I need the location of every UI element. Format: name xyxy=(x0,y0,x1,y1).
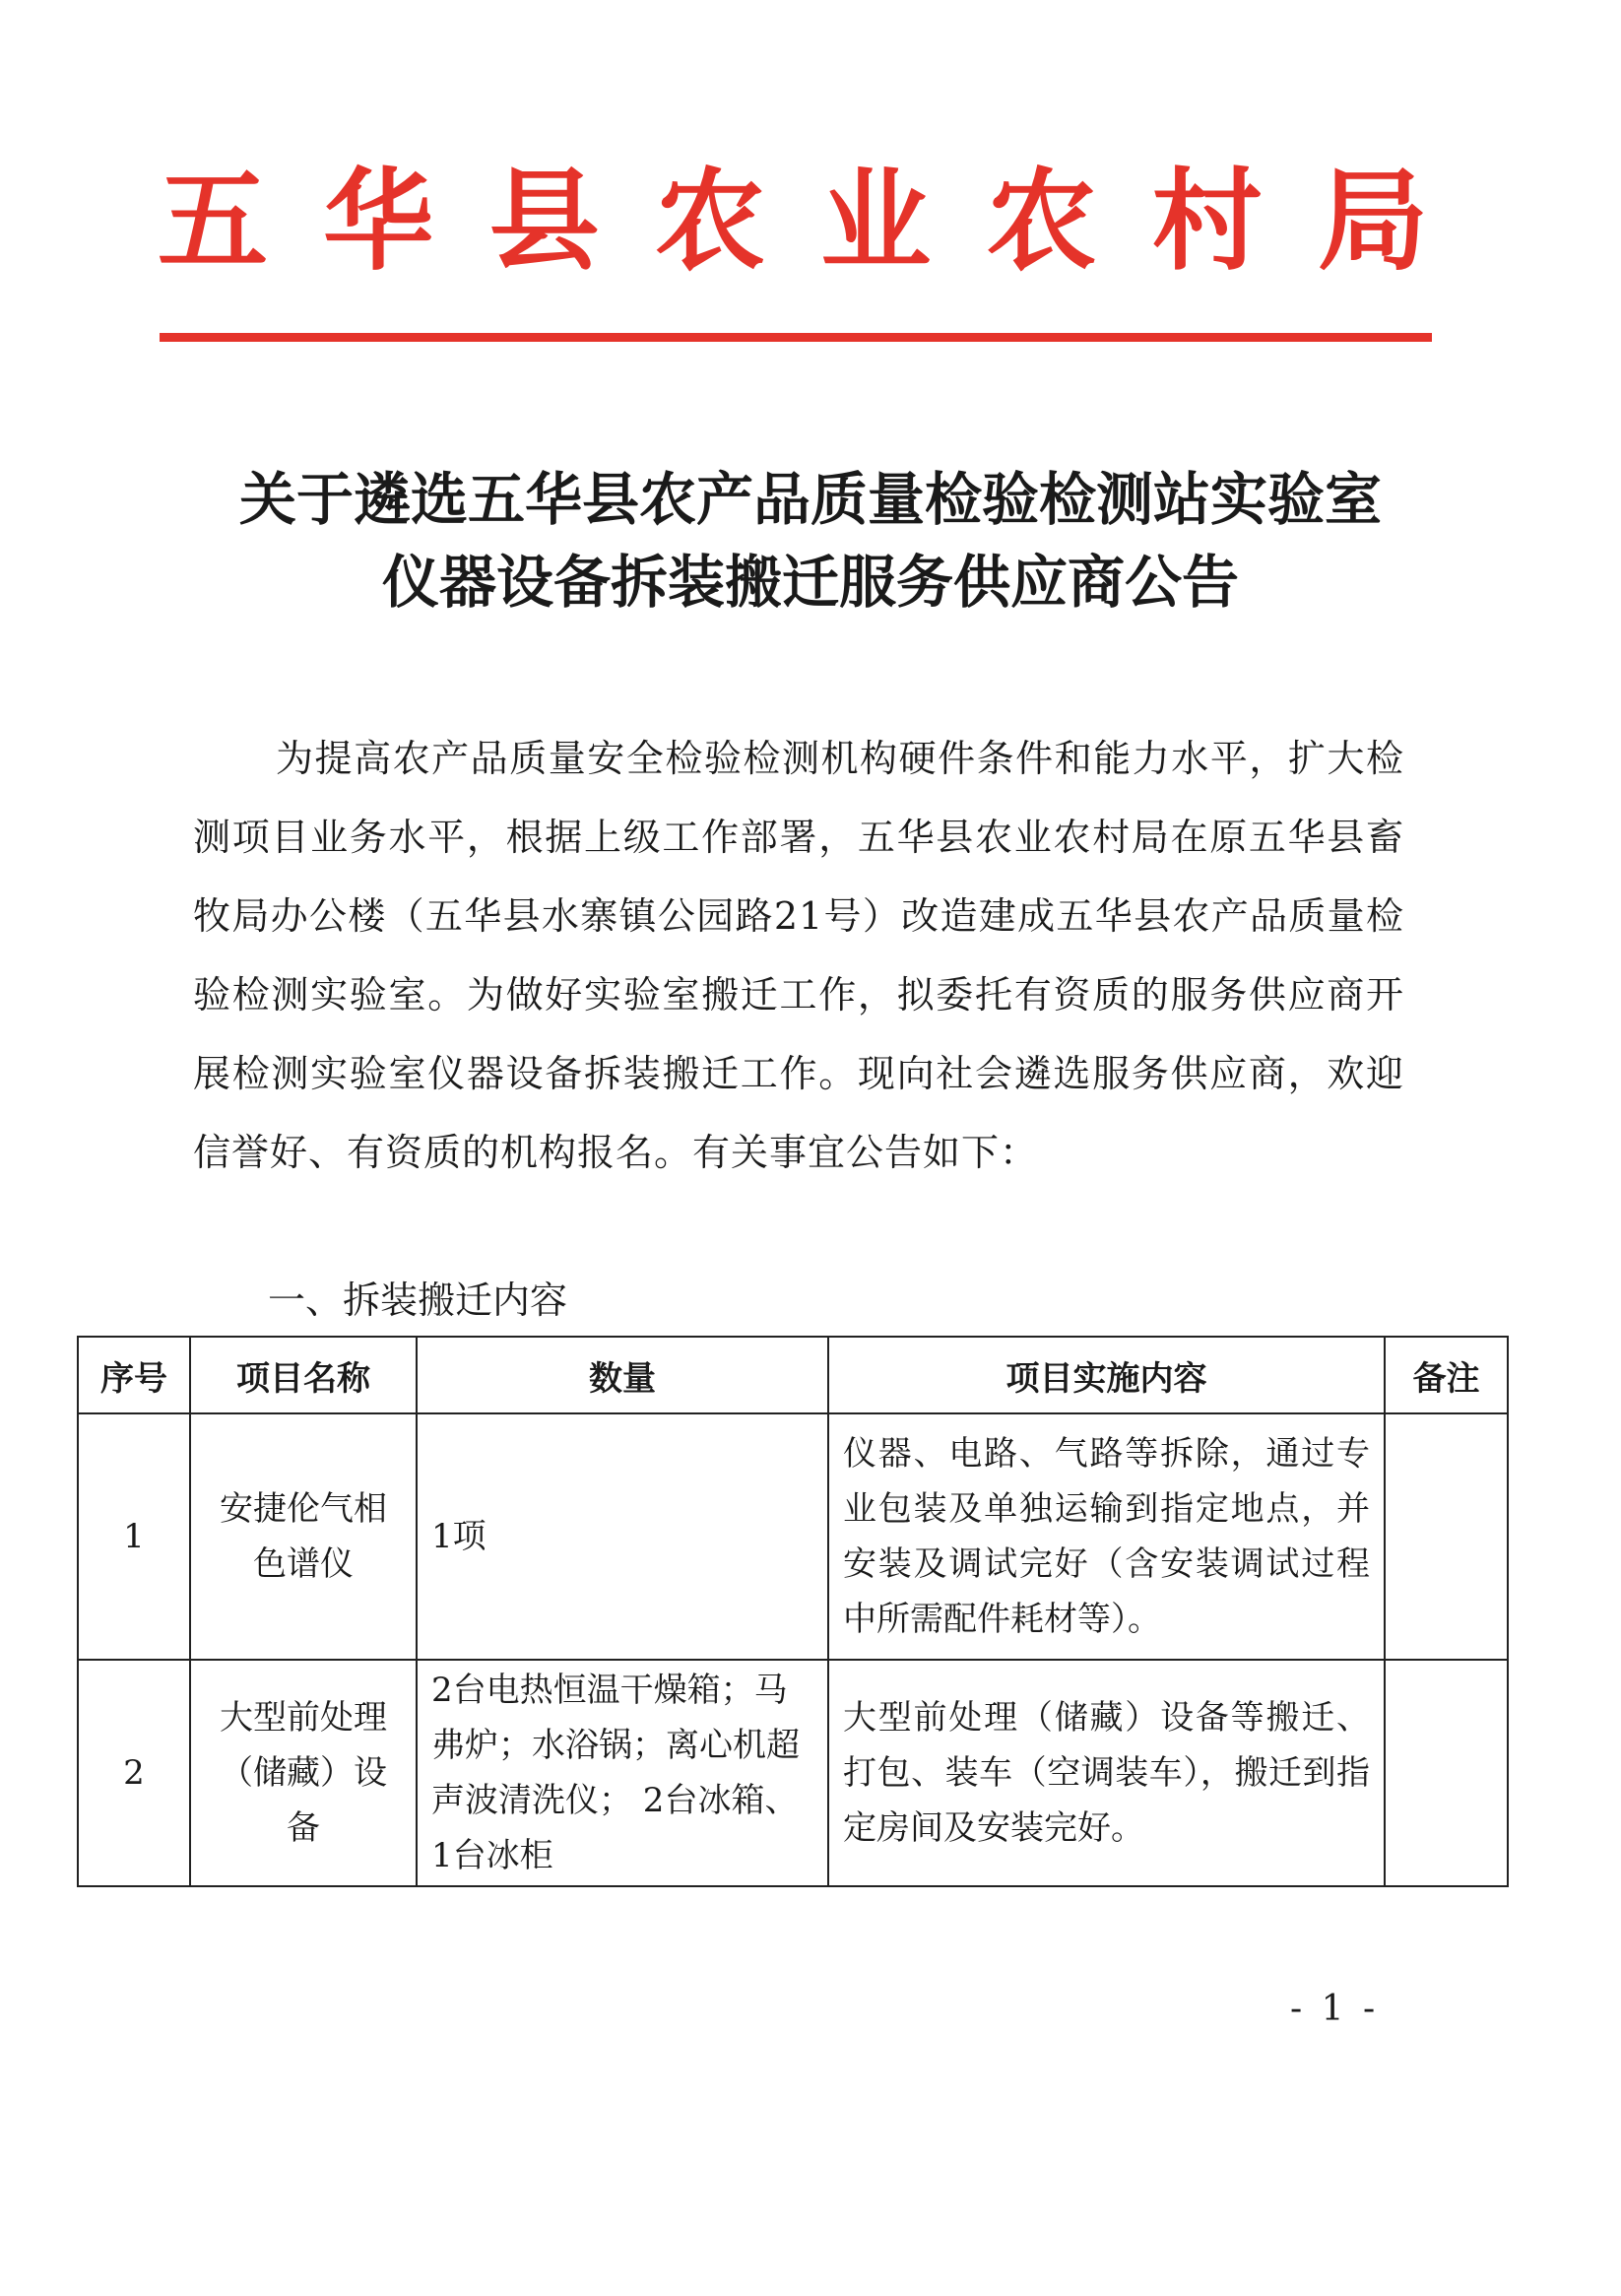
header-quantity: 数量 xyxy=(417,1337,828,1413)
table-row xyxy=(78,1660,1508,1886)
cell-name: 安捷伦气相色谱仪 xyxy=(190,1413,417,1660)
masthead-char: 华 xyxy=(323,157,434,286)
cell-remark xyxy=(1385,1660,1508,1886)
document-title-line-2: 仪器设备拆装搬迁服务供应商公告 xyxy=(381,549,1239,616)
header-content: 项目实施内容 xyxy=(828,1337,1385,1413)
masthead-char: 农 xyxy=(654,157,765,286)
header-remark: 备注 xyxy=(1385,1337,1508,1413)
masthead-red-rule xyxy=(160,333,1432,342)
cell-quantity: 1项 xyxy=(417,1413,828,1660)
header-name: 项目名称 xyxy=(190,1337,417,1413)
masthead-char: 业 xyxy=(820,157,932,286)
page-number: - 1 - xyxy=(1290,1989,1380,2029)
cell-no: 1 xyxy=(78,1413,190,1660)
masthead-char: 局 xyxy=(1317,157,1428,286)
cell-quantity: 2台电热恒温干燥箱；马弗炉；水浴锅；离心机超声波清洗仪； 2台冰箱、1台冰柜 xyxy=(417,1660,828,1886)
cell-remark xyxy=(1385,1413,1508,1660)
body-paragraph: 为提高农产品质量安全检验检测机构硬件条件和能力水平，扩大检测项目业务水平，根据上级工作部署，五华县农业农村局在原五华县畜牧局办公楼（五华县水寨镇公园路21号）改造建成五华县农产品质量检验检测实验室。为做好实验室搬迁工作，拟委托有资质的服务供应商开展检测实验室仪器设备拆装搬迁工作。现向社会遴选服务供应商，欢迎信誉好、有资质的机构报名。有关事宜公告如下： xyxy=(193,737,1404,1174)
cell-name: 大型前处理（储藏）设备 xyxy=(190,1660,417,1886)
masthead-char: 县 xyxy=(488,157,600,286)
table-row xyxy=(78,1413,1508,1660)
section-heading: 一、拆装搬迁内容 xyxy=(268,1279,568,1322)
masthead-char: 村 xyxy=(1151,157,1263,286)
document-title-line-1: 关于遴选五华县农产品质量检验检测站实验室 xyxy=(238,466,1382,533)
cell-no: 2 xyxy=(78,1660,190,1886)
masthead-char: 农 xyxy=(986,157,1097,286)
cell-content: 大型前处理（储藏）设备等搬迁、打包、装车（空调装车），搬迁到指定房间及安装完好。 xyxy=(828,1660,1385,1886)
header-no: 序号 xyxy=(78,1337,190,1413)
masthead xyxy=(158,148,1428,295)
table-header-row xyxy=(78,1337,1508,1413)
items-table xyxy=(77,1336,1509,1887)
masthead-char: 五 xyxy=(158,157,268,286)
cell-content: 仪器、电路、气路等拆除，通过专业包装及单独运输到指定地点，并安装及调试完好（含安装调试过程中所需配件耗材等）。 xyxy=(828,1413,1385,1660)
